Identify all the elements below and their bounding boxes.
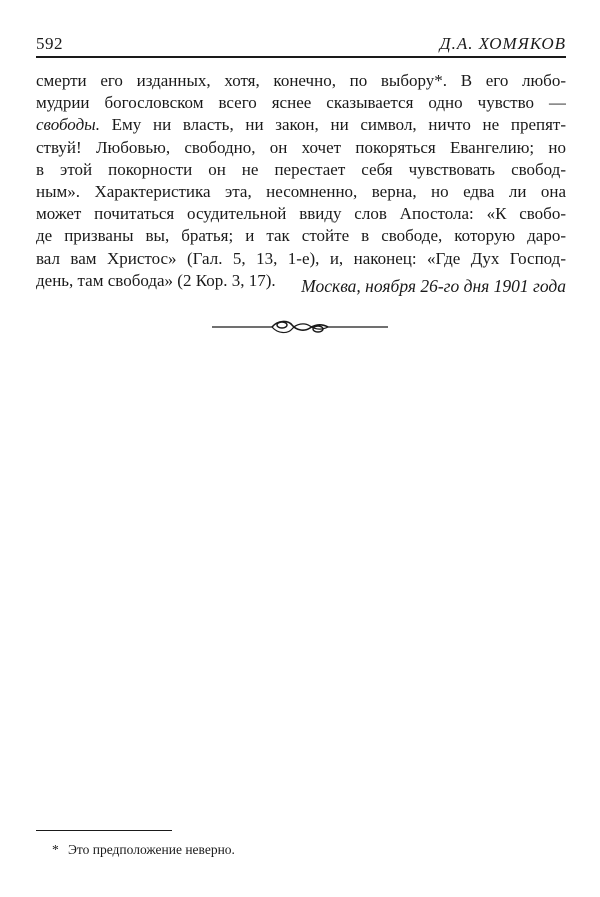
footnote-mark: * bbox=[52, 842, 59, 857]
text-line: ным». Характеристика эта, несомненно, верна, но едва ли она bbox=[36, 182, 566, 202]
body-text bbox=[36, 70, 566, 292]
flourish-ornament-icon bbox=[212, 316, 388, 338]
text-line: ствуй! Любовью, свободно, он хочет покоряться Евангелию; но bbox=[36, 137, 566, 157]
text-line: вал вам Христос» (Гал. 5, 13, 1-е), и, наконец: «Где Дух Господ- bbox=[36, 248, 566, 268]
text-line-rest: Ему ни власть, ни закон, ни символ, ничто не препят- bbox=[111, 115, 566, 135]
text-line: де призваны вы, братья; и так стойте в свободе, которую даро- bbox=[36, 226, 566, 246]
text-line: смерти его изданных, хотя, конечно, по выбору*. В его любо- bbox=[36, 71, 566, 90]
header-rule bbox=[36, 56, 566, 58]
footnote-text: Это предположение неверно. bbox=[68, 842, 235, 857]
italic-word: свободы. bbox=[36, 115, 100, 135]
text-line: день, там свобода» (2 Кор. 3, 17). bbox=[36, 270, 276, 290]
page-number: 592 bbox=[36, 34, 63, 53]
text-line bbox=[36, 114, 566, 136]
footnote-rule bbox=[36, 830, 172, 831]
page-header bbox=[36, 32, 566, 58]
text-line: в этой покорности он не перестает себя чувствовать свобод- bbox=[36, 159, 566, 179]
running-head: Д.А. ХОМЯКОВ bbox=[439, 34, 566, 53]
dateline: Москва, ноября 26-го дня 1901 года bbox=[301, 276, 566, 296]
text-line: может почитаться осудительной ввиду слов Апостола: «К свобо- bbox=[36, 204, 566, 224]
footnote bbox=[52, 842, 235, 858]
text-line: мудрии богословском всего яснее сказывается одно чувство — bbox=[36, 93, 566, 113]
